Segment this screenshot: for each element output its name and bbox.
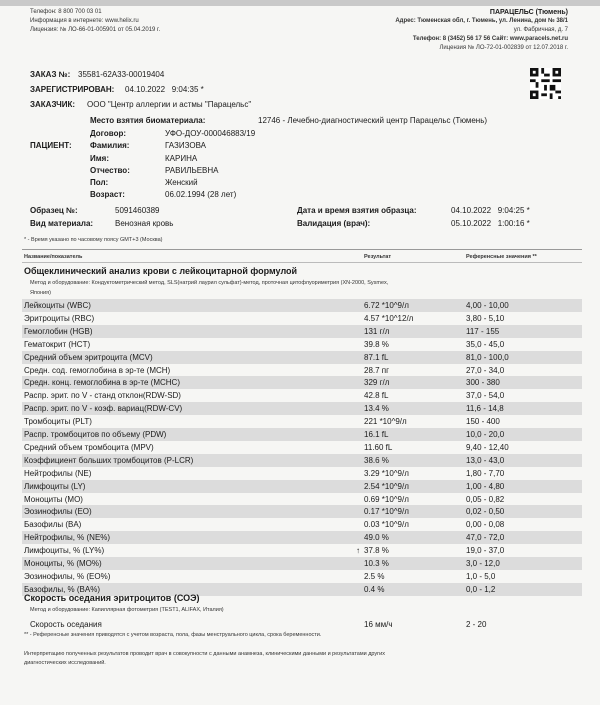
row-result: 221 *10^9/л xyxy=(364,417,407,427)
row-reference: 0,0 - 1,2 xyxy=(466,584,496,594)
row-reference: 27,0 - 34,0 xyxy=(466,365,505,375)
row-result: 49.0 % xyxy=(364,533,389,543)
table-row xyxy=(22,338,582,351)
table-row xyxy=(22,454,582,467)
patient-field-value: Женский xyxy=(165,178,198,187)
row-name: Эритроциты (RBC) xyxy=(24,313,95,323)
patient-field-value: ГАЗИЗОВА xyxy=(165,141,206,150)
lab-license: Лицензия: № ЛО-66-01-005901 от 05.04.2019 г. xyxy=(30,27,161,33)
high-flag-icon: ↑ xyxy=(356,546,360,556)
registered-value: 04.10.2022 9:04:35 * xyxy=(125,85,204,94)
row-result: 87.1 fL xyxy=(364,352,389,362)
row-reference: 300 - 380 xyxy=(466,378,500,388)
row-name: Коэффициент больших тромбоцитов (P-LCR) xyxy=(24,455,194,465)
clinic-contacts: Телефон: 8 (3452) 56 17 56 Сайт: www.paracels.net.ru xyxy=(412,36,568,42)
table-row xyxy=(22,312,582,325)
row-name: Распр. эрит. по V - коэф. вариац(RDW-CV) xyxy=(24,404,183,414)
col-ref-header: Референсные значения ** xyxy=(466,254,537,260)
material-label: Вид материала: xyxy=(30,219,94,228)
row-result: 329 г/л xyxy=(364,378,390,388)
row-reference: 35,0 - 45,0 xyxy=(466,339,505,349)
row-name: Гематокрит (HCT) xyxy=(24,339,91,349)
row-result: 6.72 *10^9/л xyxy=(364,301,409,310)
row-name: Средний объем тромбоцита (MPV) xyxy=(24,442,154,452)
row-name: Моноциты (MO) xyxy=(24,494,83,504)
section-method-cbc-cont: Япония) xyxy=(30,290,51,296)
row-result: 11.60 fL xyxy=(364,442,393,452)
patient-field-label: Место взятия биоматериала: xyxy=(90,116,206,125)
patient-field-value: РАВИЛЬЕВНА xyxy=(165,166,219,175)
order-label: ЗАКАЗ №: xyxy=(30,70,71,79)
row-result: 37.8 % xyxy=(364,546,389,556)
table-row xyxy=(22,441,582,454)
row-name: Эозинофилы (EO) xyxy=(24,507,92,517)
row-reference: 4,00 - 10,00 xyxy=(466,301,509,310)
clinic-address-2: ул. Фабричная, д. 7 xyxy=(513,27,568,33)
table-row xyxy=(22,505,582,518)
patient-field-value: УФО-ДОУ-000046883/19 xyxy=(165,129,256,138)
customer-value: ООО "Центр аллергии и астмы "Парацельс" xyxy=(87,100,252,109)
row-name: Распр. эрит. по V - станд отклон(RDW-SD) xyxy=(24,391,181,401)
taken-value: 04.10.2022 9:04:25 * xyxy=(451,206,530,215)
material-value: Венозная кровь xyxy=(115,219,174,228)
row-result: 39.8 % xyxy=(364,339,389,349)
patient-field-label: Пол: xyxy=(90,178,109,187)
row-name: Эозинофилы, % (EO%) xyxy=(24,571,111,581)
table-row xyxy=(22,364,582,377)
sample-value: 5091460389 xyxy=(115,206,160,215)
validation-label: Валидация (врач): xyxy=(297,219,371,228)
order-value: 35581-62A33-00019404 xyxy=(78,70,165,79)
row-result: 38.6 % xyxy=(364,455,389,465)
lab-phone: Телефон: 8 800 700 03 01 xyxy=(30,9,102,15)
col-name-header: Название/показатель xyxy=(24,254,83,260)
row-name: Лимфоциты, % (LY%) xyxy=(24,546,105,556)
table-row xyxy=(22,389,582,402)
esr-ref: 2 - 20 xyxy=(466,620,487,629)
registered-label: ЗАРЕГИСТРИРОВАН: xyxy=(30,85,115,94)
patient-field-value: 06.02.1994 (28 лет) xyxy=(165,190,237,199)
row-reference: 1,80 - 7,70 xyxy=(466,468,505,478)
divider xyxy=(22,249,582,250)
row-reference: 0,00 - 0,08 xyxy=(466,520,505,530)
row-reference: 19,0 - 37,0 xyxy=(466,546,505,556)
row-reference: 3,80 - 5,10 xyxy=(466,313,505,323)
row-reference: 10,0 - 20,0 xyxy=(466,430,505,439)
row-result: 2.54 *10^9/л xyxy=(364,481,409,491)
row-result: 13.4 % xyxy=(364,404,389,414)
row-result: 3.29 *10^9/л xyxy=(364,468,409,478)
table-row xyxy=(22,531,582,544)
table-row xyxy=(22,480,582,493)
row-reference: 9,40 - 12,40 xyxy=(466,442,509,452)
sample-label: Образец №: xyxy=(30,206,78,215)
patient-field-value: КАРИНА xyxy=(165,154,198,163)
row-reference: 13,0 - 43,0 xyxy=(466,455,505,465)
table-row xyxy=(22,415,582,428)
table-row xyxy=(22,376,582,389)
section-method-esr: Метод и оборудование: Капиллярная фотометрия (TEST1, ALIFAX, Италия) xyxy=(30,607,224,613)
timezone-note: * - Время указано по часовому поясу GMT+3 (Москва) xyxy=(24,237,163,243)
taken-label: Дата и время взятия образца: xyxy=(297,206,417,215)
col-result-header: Результат xyxy=(364,254,392,260)
patient-field-label: Фамилия: xyxy=(90,141,130,150)
row-name: Лимфоциты (LY) xyxy=(24,481,86,491)
row-result: 0.69 *10^9/л xyxy=(364,494,409,504)
section-method-cbc: Метод и оборудование: Кондуктометрический метод, SLS(натрий лаурил сульфат)-метод, проточная цитофлуориметрия (XN-2000, Sysmex, xyxy=(30,280,389,286)
row-name: Средн. конц. гемоглобина в эр-те (MCHC) xyxy=(24,378,180,388)
table-row xyxy=(22,402,582,415)
clinic-address: Адрес: Тюменская обл, г. Тюмень, ул. Ленина, дом № 38/1 xyxy=(395,18,568,24)
section-title-esr: Скорость оседания эритроцитов (СОЭ) xyxy=(24,593,200,603)
table-row xyxy=(22,428,582,441)
section-title-cbc: Общеклинический анализ крови с лейкоцитарной формулой xyxy=(24,266,298,276)
table-row xyxy=(22,570,582,583)
table-row xyxy=(22,518,582,531)
validation-value: 05.10.2022 1:00:16 * xyxy=(451,219,530,228)
row-name: Средн. сод. гемоглобина в эр-те (MCH) xyxy=(24,365,171,375)
row-name: Тромбоциты (PLT) xyxy=(24,417,92,427)
patient-field-value: 12746 - Лечебно-диагностический центр Парацельс (Тюмень) xyxy=(258,116,488,125)
qr-code xyxy=(530,68,561,99)
row-result: 0.17 *10^9/л xyxy=(364,507,409,517)
patient-field-label: Договор: xyxy=(90,129,127,138)
table-row xyxy=(22,325,582,338)
row-result: 10.3 % xyxy=(364,559,389,568)
row-name: Базофилы, % (BA%) xyxy=(24,584,100,594)
row-result: 131 г/л xyxy=(364,326,390,336)
row-name: Базофилы (BA) xyxy=(24,520,82,530)
row-name: Моноциты, % (MO%) xyxy=(24,559,102,568)
reference-note: ** - Референсные значения приводятся с учетом возраста, пола, фазы менструального цикла, срока беременности. xyxy=(24,632,322,638)
row-reference: 0,02 - 0,50 xyxy=(466,507,505,517)
customer-label: ЗАКАЗЧИК: xyxy=(30,100,76,109)
esr-name: Скорость оседания xyxy=(30,620,102,629)
row-name: Средний объем эритроцита (MCV) xyxy=(24,352,153,362)
clinic-license: Лицензия № ЛО-72-01-002839 от 12.07.2018 г. xyxy=(439,45,568,51)
table-row xyxy=(22,544,582,557)
row-result: 16.1 fL xyxy=(364,430,389,439)
patient-label: ПАЦИЕНТ: xyxy=(30,141,72,150)
table-row xyxy=(22,467,582,480)
table-row xyxy=(22,351,582,364)
table-row xyxy=(22,493,582,506)
row-name: Нейтрофилы (NE) xyxy=(24,468,92,478)
row-reference: 47,0 - 72,0 xyxy=(466,533,505,543)
row-reference: 37,0 - 54,0 xyxy=(466,391,505,401)
row-reference: 81,0 - 100,0 xyxy=(466,352,509,362)
row-reference: 1,0 - 5,0 xyxy=(466,571,496,581)
row-result: 0.03 *10^9/л xyxy=(364,520,409,530)
table-row xyxy=(22,557,582,570)
row-name: Распр. тромбоцитов по объему (PDW) xyxy=(24,430,167,439)
table-row xyxy=(22,299,582,312)
interpretation-note-cont: диагностических исследований. xyxy=(24,660,106,666)
divider xyxy=(22,262,582,263)
row-reference: 11,6 - 14,8 xyxy=(466,404,504,414)
patient-field-label: Отчество: xyxy=(90,166,130,175)
row-result: 2.5 % xyxy=(364,571,385,581)
row-name: Лейкоциты (WBC) xyxy=(24,301,91,310)
row-name: Нейтрофилы, % (NE%) xyxy=(24,533,111,543)
lab-site: Информация в интернете: www.helix.ru xyxy=(30,18,139,24)
row-result: 28.7 пг xyxy=(364,365,390,375)
row-reference: 117 - 155 xyxy=(466,326,500,336)
esr-result: 16 мм/ч xyxy=(364,620,393,629)
interpretation-note: Интерпретацию полученных результатов проводит врач в совокупности с данными анамнеза, клиническими данными и результатами других xyxy=(24,651,385,657)
row-reference: 0,05 - 0,82 xyxy=(466,494,505,504)
patient-field-label: Возраст: xyxy=(90,190,125,199)
top-strip xyxy=(0,0,600,6)
row-reference: 3,0 - 12,0 xyxy=(466,559,500,568)
row-reference: 150 - 400 xyxy=(466,417,500,427)
clinic-name: ПАРАЦЕЛЬС (Тюмень) xyxy=(489,9,568,16)
row-result: 0.4 % xyxy=(364,584,385,594)
row-name: Гемоглобин (HGB) xyxy=(24,326,93,336)
row-result: 42.8 fL xyxy=(364,391,389,401)
patient-field-label: Имя: xyxy=(90,154,109,163)
row-result: 4.57 *10^12/л xyxy=(364,313,414,323)
row-reference: 1,00 - 4,80 xyxy=(466,481,505,491)
